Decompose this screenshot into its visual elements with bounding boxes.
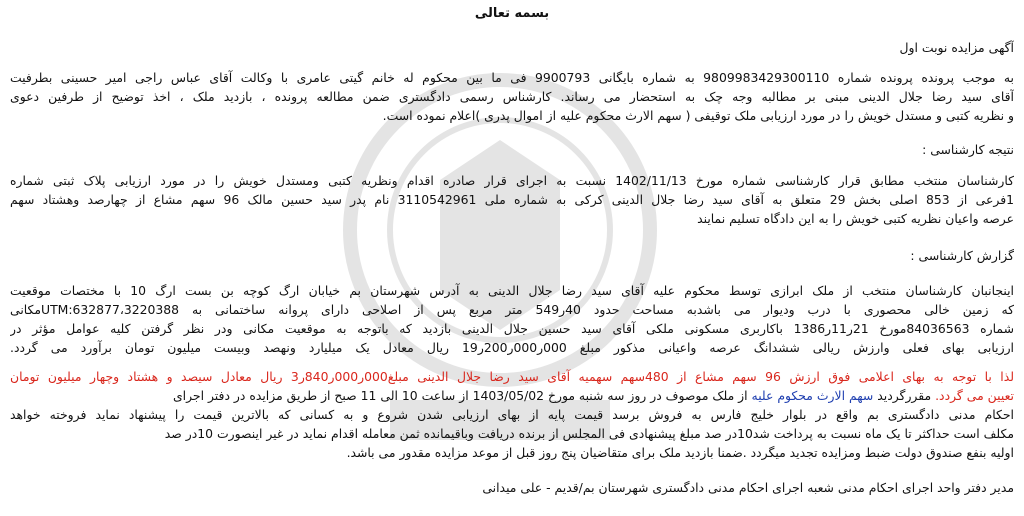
- result-line-2: 1فرعی از 853 اصلی بخش 29 متعلق به آقای سید رضا جلال الدینی کرکی به شماره ملی 3110542961 نام پدر سید حسین مالک 96 سهم مشاع از چهارصد وهشتاد سهم: [10, 192, 1014, 207]
- final-line-1: لذا با توجه به بهای اعلامی فوق ارزش 96 سهم مشاع از 480سهم سهمیه آقای سید رضا جلال الدینی مبلغ000ر000ر840ر3 ریال معادل سیصد و هشتاد وچهار میلیون تومان: [10, 369, 1014, 384]
- page-title: بسمه تعالی: [474, 6, 550, 21]
- report-heading: گزارش کارشناسی :: [910, 248, 1014, 263]
- final-line-2: [10, 386, 1014, 405]
- final-text-a: مقررگردید: [873, 388, 936, 403]
- report-line-3: شماره 84036563مورخ 21ر11ر1386 باکاربری مسکونی ملکی آقای سید حسین جلال الدینی بازدید که باتوجه به موقعیت مکانی ودر نظر گرفتن کلیه عوامل مؤثر در: [10, 321, 1014, 336]
- report-line-1: اینجانبان کارشناسان منتخب از ملک ابرازی توسط محکوم علیه آقای سید رضا جلال الدینی به آدرس شهرستان بم خیابان ارگ کوچه بن بست ارگ 10 با مختصات موقعیت: [10, 283, 1014, 298]
- final-blue-text: سهم الارث محکوم علیه: [751, 388, 874, 403]
- result-line-3: عرصه واعیان نظریه کتبی خویش را به این دادگاه تسلیم نمایند: [697, 211, 1014, 226]
- final-text-b: از ملک موصوف در روز سه شنبه مورخ 1403/05/02 از ساعت 10 الی 11 صبح از طریق مزایده در دفتر اجرای: [172, 388, 752, 403]
- final-red-text: تعیین می گردد.: [935, 388, 1014, 403]
- intro-line-1: به موجب پرونده پرونده شماره 9809983429300110 به شماره بایگانی 9900793 فی ما بین محکوم له خانم گیتی عامری با وکالت آقای عباس راجی امیر حسینی بطرفیت: [10, 70, 1014, 85]
- result-line-1: کارشناسان منتخب مطابق قرار کارشناسی شماره مورخ 1402/11/13 نسبت به اجرای قرار صادره اقدام ونظریه کتبی ومستدل خویش را در مورد ارزیابی پلاک ثبتی شماره: [10, 173, 1014, 188]
- final-line-4-main: شد10در صد مبلغ پیشنهادی فی المجلس از برنده دریافت وباقیمانده ثمن معامله اقدام نماید در غیر اینصورت 10در صد: [164, 426, 770, 441]
- report-line-4: ارزیابی بهای فعلی وارزش ریالی ششدانگ عرصه واعیانی مذکور مبلغ 000ر000ر200ر19 ریال معادل یک میلیارد ونهصد وبیست میلیون تومان برآورد می گردد.: [10, 340, 1014, 355]
- final-line-4-mid: مکلف است حداکثر تا یک ماه نسبت به پرداخت: [773, 426, 1014, 441]
- report-line-2: که زمین خالی محصوری با درب ودیوار می باشدبه مساحت حدود 40ر549 متر مربع پس از اصلاحی دارای پروانه ساختمانی به 3220388،UTM:632877مکانی: [10, 302, 1014, 317]
- final-line-4: [10, 424, 1014, 443]
- final-line-3: احکام مدنی دادگستری بم واقع در بلوار خلیج فارس به فروش برسد قیمت پایه از بهای ارزیابی شدن شروع و به کسانی که بالاترین قیمت را پیشنهاد نماید فروخته خواهد: [10, 407, 1014, 422]
- intro-line-3: و نظریه کتبی و مستدل خویش را در مورد ارزیابی ملک توقیفی ( سهم الارث محکوم علیه از اموال پدری )اعلام نموده است.: [382, 108, 1014, 123]
- intro-line-2: آقای سید رضا جلال الدینی مبنی بر مطالبه وجه چک به استحضار می رساند. کارشناس رسمی دادگستری ضمن مطالعه پرونده ، بازدید ملک ، اخذ توضیح از طرفین دعوی: [10, 89, 1014, 104]
- result-heading: نتیجه کارشناسی :: [922, 142, 1014, 157]
- final-line-5: اولیه بنفع صندوق دولت ضبط ومزایده تجدید میگردد .ضمنا بازدید ملک برای متقاضیان پنج روز قبل از موعد مزایده مقدور می باشد.: [346, 445, 1014, 460]
- notice-heading: آگهی مزایده نوبت اول: [899, 40, 1014, 55]
- signature-line: مدیر دفتر واحد اجرای احکام مدنی شعبه اجرای احکام مدنی دادگستری شهرستان بم/قدیم - علی میدانی: [482, 480, 1014, 495]
